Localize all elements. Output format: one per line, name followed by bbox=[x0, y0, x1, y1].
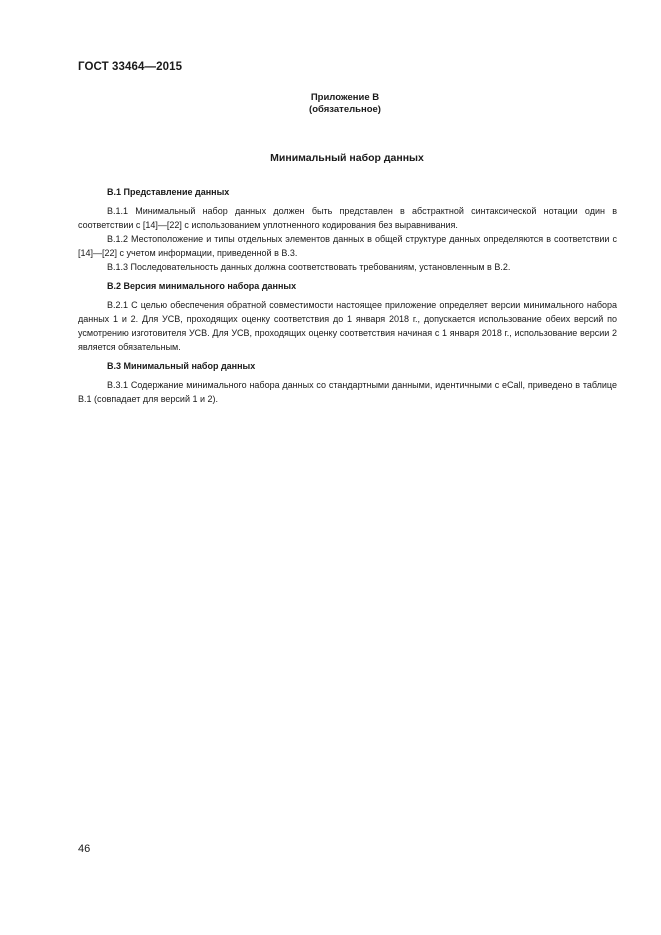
annex-status: (обязательное) bbox=[309, 104, 381, 115]
document-header-standard: ГОСТ 33464—2015 bbox=[78, 61, 183, 73]
annex-heading bbox=[230, 92, 460, 116]
paragraph-b1-3: В.1.3 Последовательность данных должна соответствовать требованиям, установленным в В.2. bbox=[107, 262, 511, 272]
document-body bbox=[78, 185, 617, 406]
paragraph-b1-1: В.1.1 Минимальный набор данных должен быть представлен в абстрактной синтаксической нотации один в соответствии с [14]—[22] с использованием уплотненного кодирования без выравнивания. bbox=[78, 206, 617, 230]
annex-title: Приложение В bbox=[310, 92, 380, 103]
section-heading-b1: В.1 Представление данных bbox=[107, 187, 230, 197]
section-heading-b2: В.2 Версия минимального набора данных bbox=[107, 281, 297, 291]
paragraph-b1-2: В.1.2 Местоположение и типы отдельных элементов данных в общей структуре данных определяются в соответствии с [14]—[22] с учетом информации, приведенной в В.3. bbox=[78, 234, 617, 258]
section-heading-b3: В.3 Минимальный набор данных bbox=[107, 361, 256, 371]
page-number: 46 bbox=[78, 843, 91, 855]
paragraph-b2-1: В.2.1 С целью обеспечения обратной совместимости настоящее приложение определяет версии минимального набора данных 1 и 2. Для УСВ, проходящих оценку соответствия до 1 января 2018 г., допускается использование обеих версий по усмотрению изготовителя УСВ. Для УСВ, проходящих оценку соответствия начиная с 1 января 2018 г., использование версии 2 является обязательным. bbox=[78, 300, 617, 352]
paragraph-b3-1: В.3.1 Содержание минимального набора данных со стандартными данными, идентичными с eCall, приведено в таблице В.1 (совпадает для версий 1 и 2). bbox=[78, 380, 617, 404]
page-title: Минимальный набор данных bbox=[270, 152, 424, 164]
